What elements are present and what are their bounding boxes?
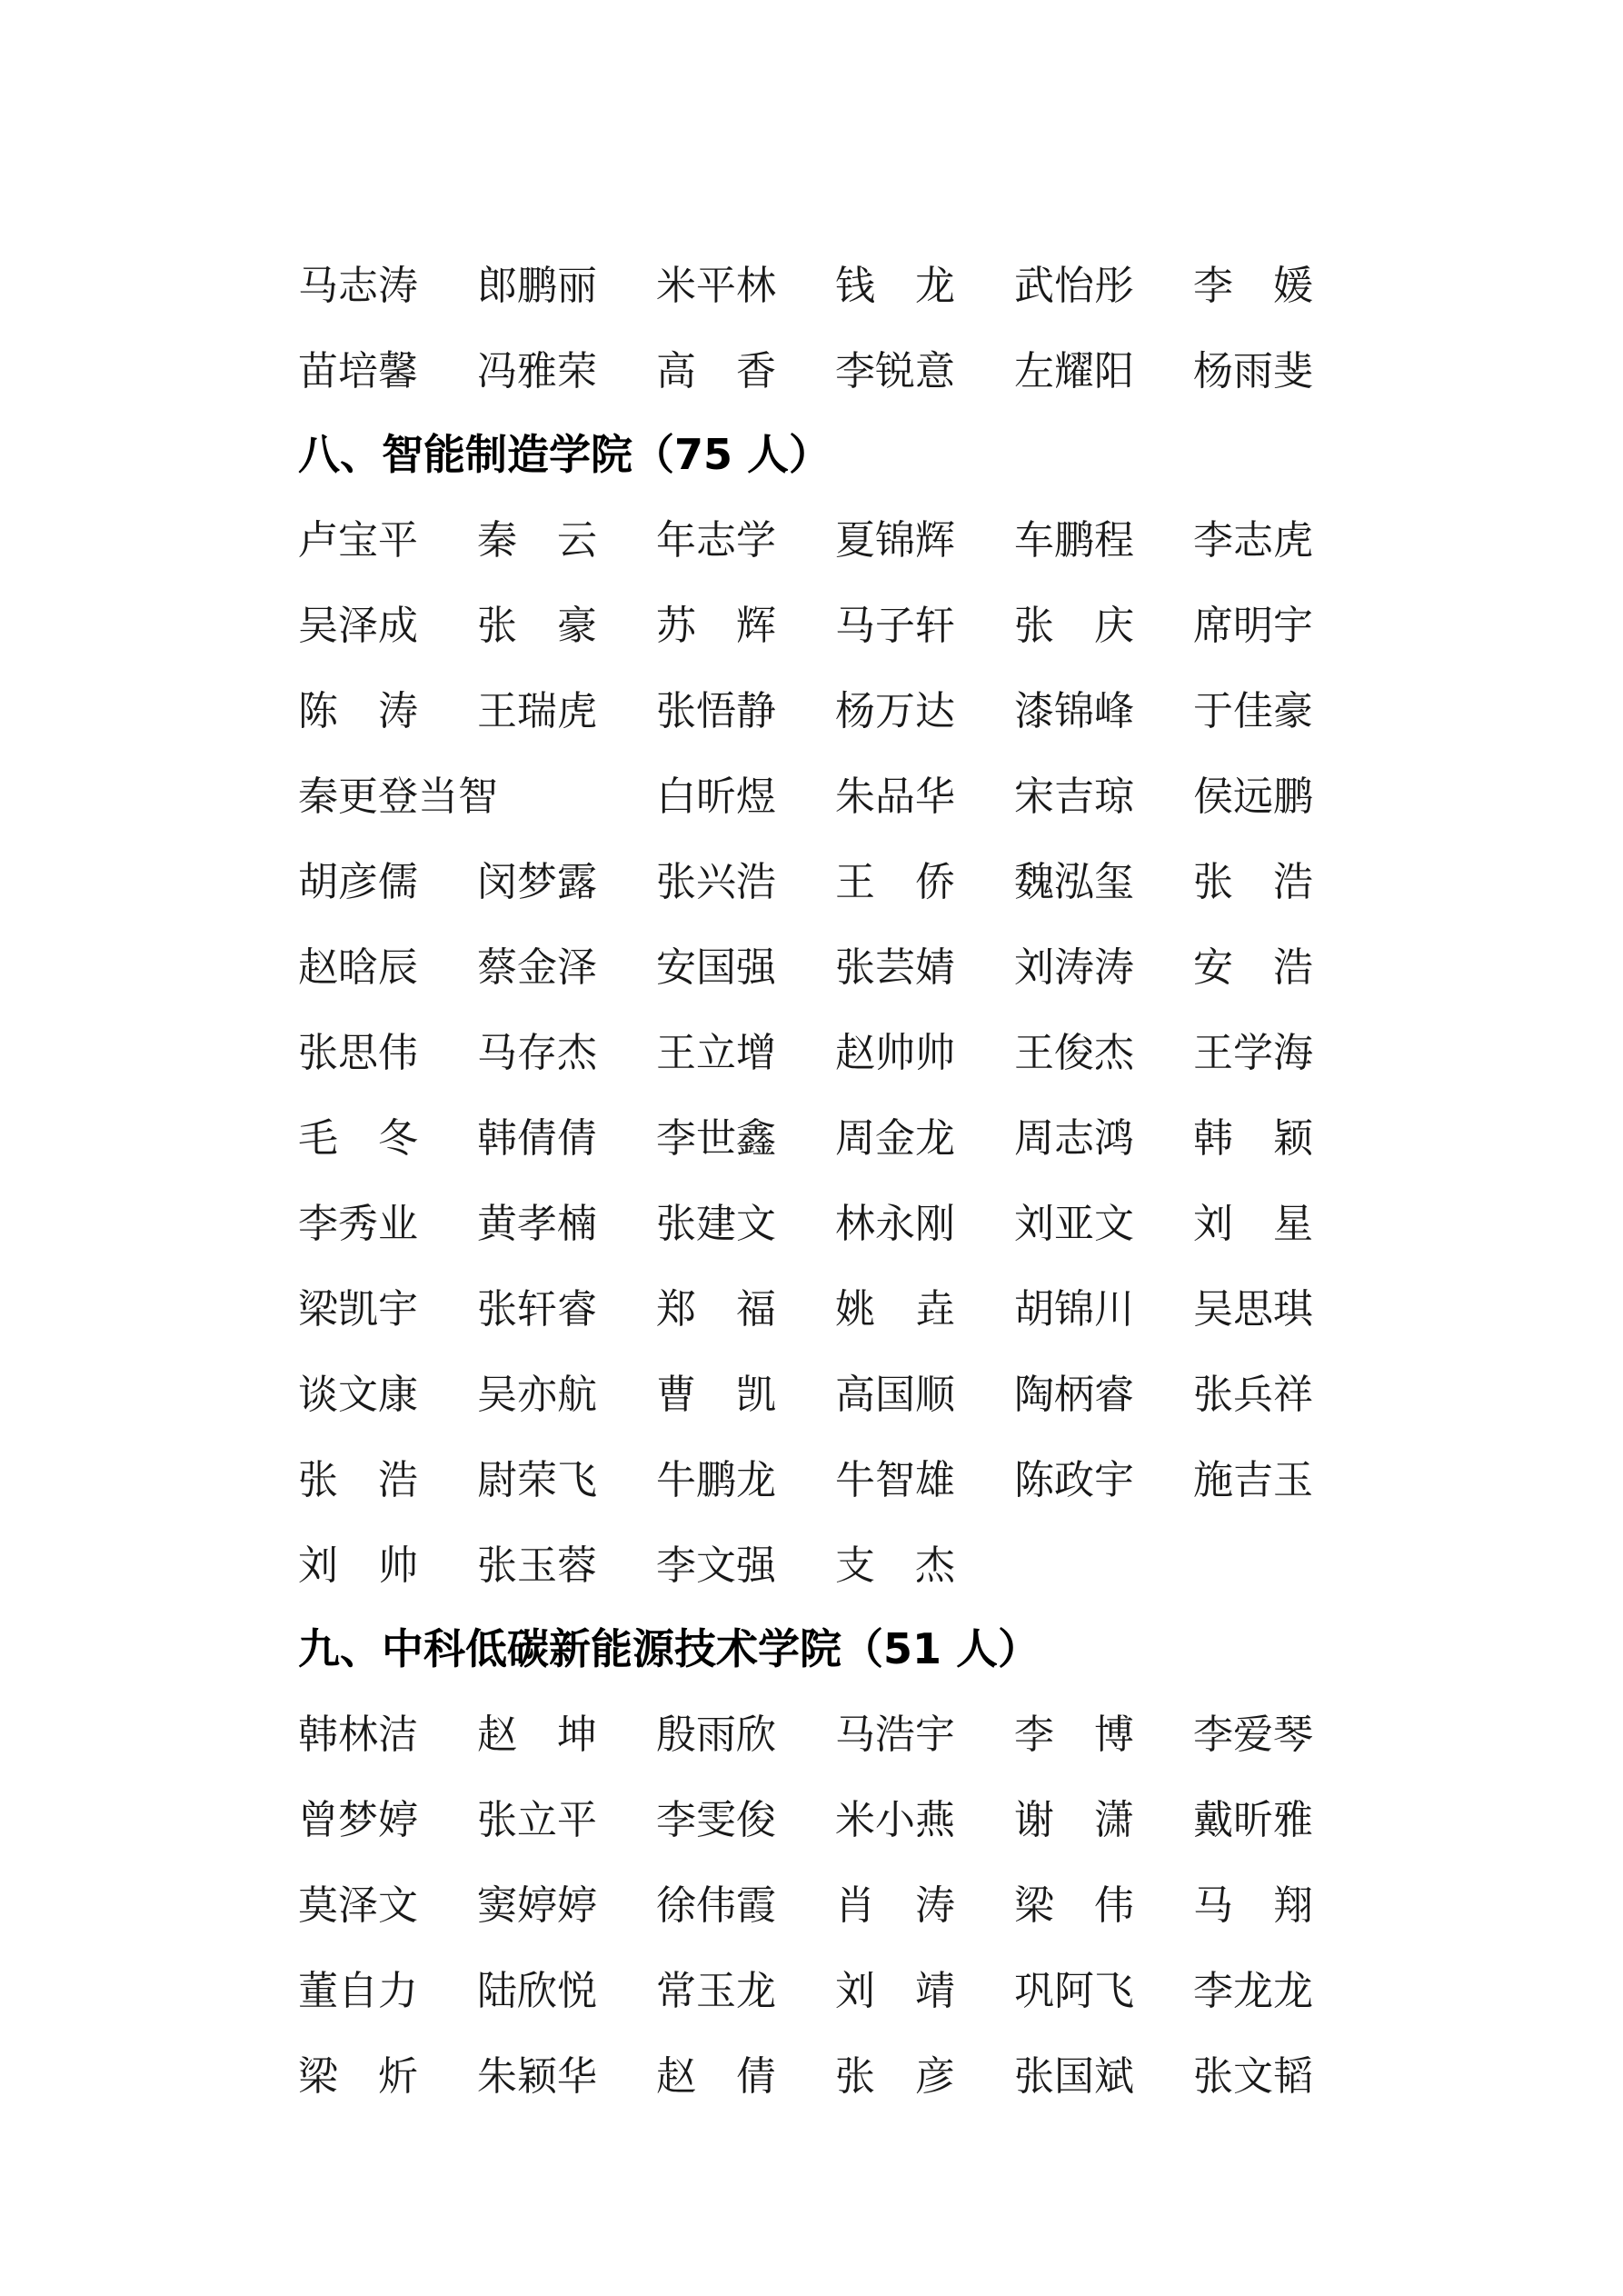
person-name: 安 浩	[1193, 944, 1313, 991]
person-name: 安国强	[656, 944, 776, 991]
person-name: 曾梦婷	[298, 1797, 418, 1843]
person-name: 李文强	[656, 1542, 776, 1589]
person-name: 王 侨	[835, 859, 955, 905]
person-name: 高国顺	[835, 1372, 955, 1418]
section-heading: 九、中科低碳新能源技术学院（51 人）	[298, 1624, 1041, 1673]
person-name: 牛鹏龙	[656, 1457, 776, 1503]
person-name: 冯雅荣	[477, 348, 597, 394]
person-name: 胡锦川	[1014, 1286, 1134, 1333]
person-name: 梁 伟	[1014, 1882, 1134, 1929]
person-name: 谢 潇	[1014, 1797, 1134, 1843]
person-name: 苏 辉	[656, 603, 776, 649]
person-name: 赵 坤	[477, 1712, 597, 1758]
person-name: 李雯俊	[656, 1797, 776, 1843]
person-name: 毛 冬	[298, 1115, 418, 1162]
person-name: 周志鸿	[1014, 1115, 1134, 1162]
person-name: 赵晗辰	[298, 944, 418, 991]
person-name: 李秀业	[298, 1201, 418, 1247]
person-name: 肖 涛	[835, 1882, 955, 1929]
person-name: 陈政宇	[1014, 1457, 1134, 1503]
person-name: 张 彦	[835, 2053, 955, 2100]
person-name: 张思伟	[298, 1030, 418, 1076]
person-name: 张立平	[477, 1797, 597, 1843]
person-name: 吴亦航	[477, 1372, 597, 1418]
person-name: 尉荣飞	[477, 1457, 597, 1503]
person-name: 李志虎	[1193, 517, 1313, 564]
person-name: 马子轩	[835, 603, 955, 649]
person-name: 米平林	[656, 263, 776, 309]
person-name: 黄孝楠	[477, 1201, 597, 1247]
person-name: 姚 垚	[835, 1286, 955, 1333]
person-name: 吴思琪	[1193, 1286, 1313, 1333]
person-name: 闵梦露	[477, 859, 597, 905]
person-name: 林永刚	[835, 1201, 955, 1247]
person-name: 胡彦儒	[298, 859, 418, 905]
document-content	[298, 265, 1316, 2098]
person-name: 梁凯宇	[298, 1286, 418, 1333]
person-name: 李龙龙	[1193, 1968, 1313, 2014]
section-intelligent-manufacturing	[298, 431, 1316, 1587]
person-name: 张悟静	[656, 688, 776, 734]
person-name: 施吉玉	[1193, 1457, 1313, 1503]
person-name: 钱 龙	[835, 263, 955, 309]
person-name: 周金龙	[835, 1115, 955, 1162]
person-name: 魏泓玺	[1014, 859, 1134, 905]
person-name: 董自力	[298, 1968, 418, 2014]
person-name: 蔡金泽	[477, 944, 597, 991]
person-name: 米小燕	[835, 1797, 955, 1843]
section-name-rows	[298, 1714, 1316, 2098]
person-name: 杨万达	[835, 688, 955, 734]
person-name: 韩 颖	[1193, 1115, 1313, 1162]
person-name: 张 庆	[1014, 603, 1134, 649]
person-name: 刘 星	[1193, 1201, 1313, 1247]
person-name: 朱品华	[835, 774, 955, 820]
person-name: 张 浩	[298, 1457, 418, 1503]
section-name-rows	[298, 517, 1316, 1589]
section-low-carbon-new-energy	[298, 1625, 1316, 2098]
person-name: 苗培馨	[298, 348, 418, 394]
person-name: 王俊杰	[1014, 1030, 1134, 1076]
person-name: 陆欣悦	[477, 1968, 597, 2014]
person-name: 赵 倩	[656, 2053, 776, 2100]
person-name: 席明宇	[1193, 603, 1313, 649]
person-name: 刘亚文	[1014, 1201, 1134, 1247]
person-name: 李世鑫	[656, 1115, 776, 1162]
person-name: 李锐意	[835, 348, 955, 394]
person-name: 莫泽文	[298, 1882, 418, 1929]
person-name: 刘 帅	[298, 1542, 418, 1589]
person-name: 窦婷婷	[477, 1882, 597, 1929]
person-name: 赵帅帅	[835, 1030, 955, 1076]
person-name: 侯远鹏	[1193, 774, 1313, 820]
person-name: 支 杰	[835, 1542, 955, 1589]
person-name: 谈文康	[298, 1372, 418, 1418]
person-name: 马志涛	[298, 263, 418, 309]
person-name: 郎鹏丽	[477, 263, 597, 309]
person-name: 于佳豪	[1193, 688, 1313, 734]
person-name: 李 博	[1014, 1712, 1134, 1758]
person-name: 韩林洁	[298, 1712, 418, 1758]
person-name: 车鹏程	[1014, 517, 1134, 564]
person-name: 王立增	[656, 1030, 776, 1076]
person-name: 高 香	[656, 348, 776, 394]
person-name: 巩阿飞	[1014, 1968, 1134, 2014]
person-name: 常玉龙	[656, 1968, 776, 2014]
person-name: 徐伟霞	[656, 1882, 776, 1929]
person-name: 刘 靖	[835, 1968, 955, 2014]
person-name: 张建文	[656, 1201, 776, 1247]
person-name: 卢宝平	[298, 517, 418, 564]
person-name: 李 媛	[1193, 263, 1313, 309]
person-name: 张轩睿	[477, 1286, 597, 1333]
person-name: 韩倩倩	[477, 1115, 597, 1162]
person-name: 马 翔	[1193, 1882, 1313, 1929]
person-name: 牛智雄	[835, 1457, 955, 1503]
person-name: 夏锦辉	[835, 517, 955, 564]
person-name: 张玉蓉	[477, 1542, 597, 1589]
section-heading: 八、智能制造学院（75 人）	[298, 430, 831, 479]
person-name: 梁 炘	[298, 2053, 418, 2100]
person-name: 漆锦峰	[1014, 688, 1134, 734]
person-name: 张兵祥	[1193, 1372, 1313, 1418]
person-name: 陈 涛	[298, 688, 418, 734]
person-name: 年志学	[656, 517, 776, 564]
person-name: 戴昕雅	[1193, 1797, 1313, 1843]
person-name: 张兴浩	[656, 859, 776, 905]
person-name: 杨雨斐	[1193, 348, 1313, 394]
person-name: 刘涛涛	[1014, 944, 1134, 991]
person-name: 白昕煜	[656, 774, 776, 820]
person-name: 秦 云	[477, 517, 597, 564]
person-name: 李爱琴	[1193, 1712, 1313, 1758]
person-name: 吴泽成	[298, 603, 418, 649]
person-name: 朱颖华	[477, 2053, 597, 2100]
person-name: 曹 凯	[656, 1372, 776, 1418]
person-name: 殷雨欣	[656, 1712, 776, 1758]
person-name: 张芸婧	[835, 944, 955, 991]
person-name: 宋吉琼	[1014, 774, 1134, 820]
leading-name-rows	[298, 265, 1316, 393]
person-name: 马浩宇	[835, 1712, 955, 1758]
person-name: 张 浩	[1193, 859, 1313, 905]
person-name: 王瑞虎	[477, 688, 597, 734]
person-name: 张国斌	[1014, 2053, 1134, 2100]
person-name: 王学海	[1193, 1030, 1313, 1076]
person-name: 郑 福	[656, 1286, 776, 1333]
person-name: 张 豪	[477, 603, 597, 649]
person-name: 秦更登当智	[298, 774, 498, 820]
person-name: 陶柄睿	[1014, 1372, 1134, 1418]
person-name: 张文韬	[1193, 2053, 1313, 2100]
person-name: 马存杰	[477, 1030, 597, 1076]
person-name: 武怡彤	[1014, 263, 1134, 309]
person-name: 左耀阳	[1014, 348, 1134, 394]
